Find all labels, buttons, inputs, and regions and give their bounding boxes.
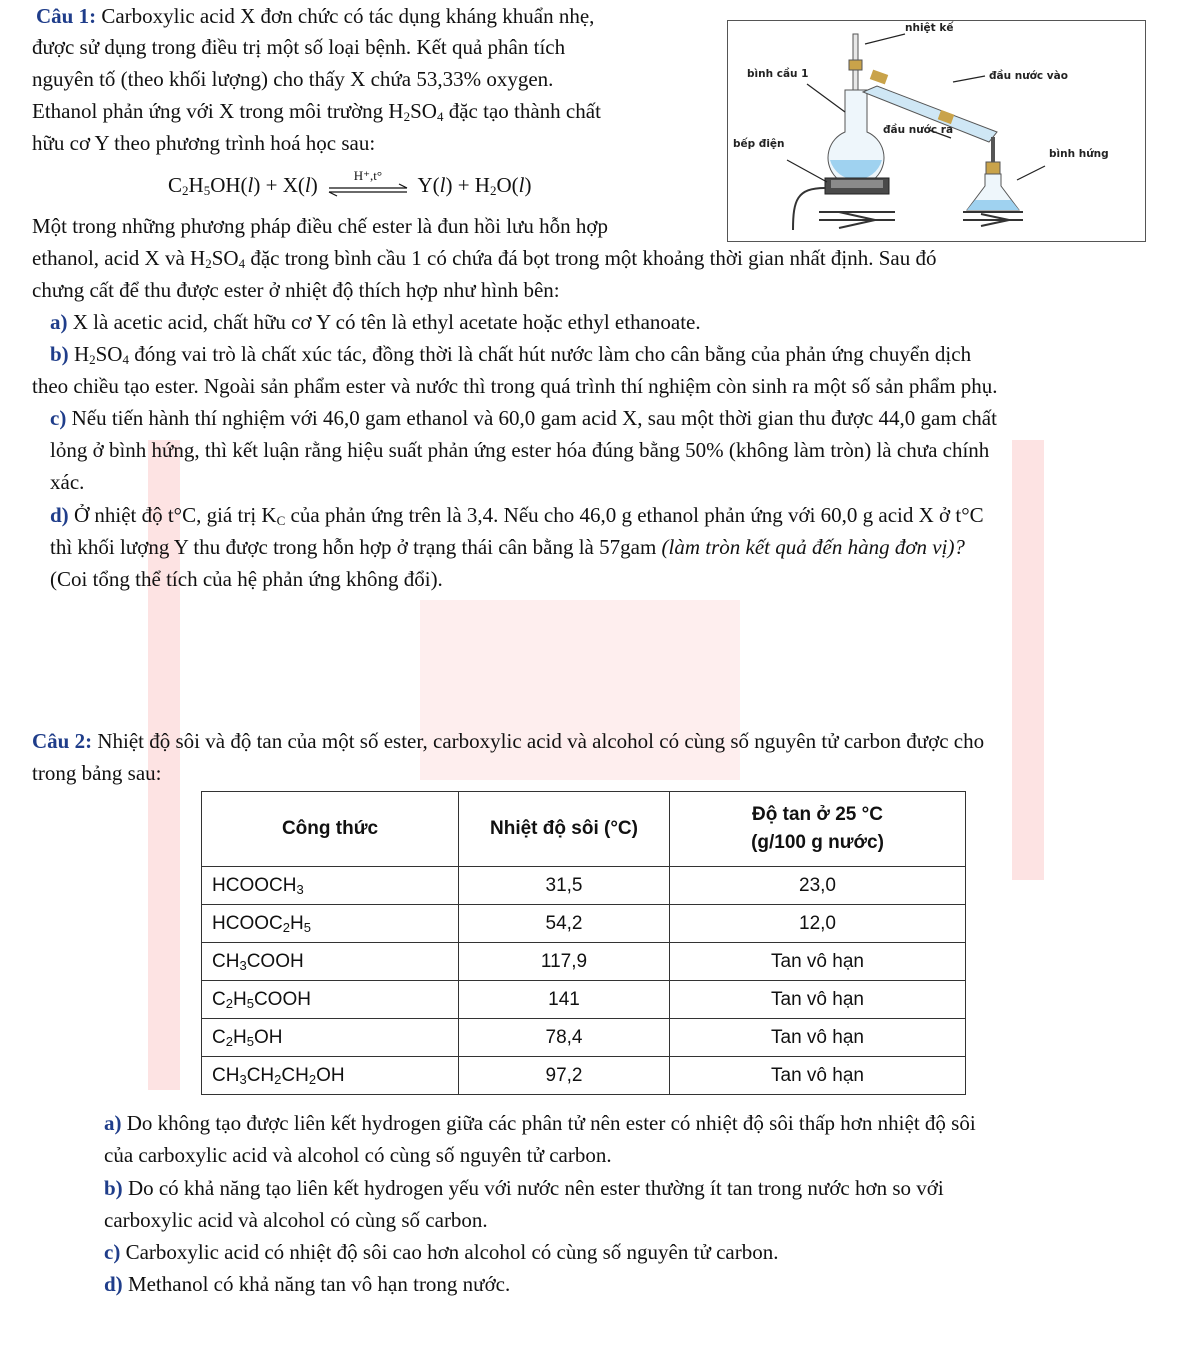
solubility-cell: Tan vô hạn [670, 1019, 966, 1057]
q1-l4c: đặc tạo thành chất [443, 99, 601, 123]
q1-b-h: H [73, 342, 90, 366]
table-row [202, 1057, 966, 1095]
table-header-row [202, 792, 966, 867]
q1-option-c-line3: xác. [50, 470, 85, 494]
f0a: HCOOCH [212, 874, 297, 896]
eq-phase-3: l [439, 173, 446, 197]
q1-c-label: c) [50, 406, 67, 430]
bp-cell: 141 [459, 981, 670, 1019]
f0s: 3 [296, 881, 304, 897]
q2-option-a-line2: của carboxylic acid và alcohol có cùng số nguyên tử carbon. [104, 1143, 612, 1167]
q1-option-d-line2 [50, 534, 965, 560]
q2-line-2: trong bảng sau: [32, 761, 162, 785]
eq-condition: H⁺,t° [353, 168, 383, 184]
header-solubility-line2: (g/100 g nước) [751, 832, 884, 853]
q2-b-text1: Do có khả năng tạo liên kết hydrogen yếu với nước nên ester thường ít tan trong nước hơn so với [127, 1176, 944, 1200]
f3a: C [212, 988, 226, 1010]
formula-cell [202, 981, 459, 1019]
bp-cell: 117,9 [459, 943, 670, 981]
formula-cell [202, 943, 459, 981]
eq-sub-5: 5 [203, 183, 211, 198]
q1-line-4 [32, 98, 601, 124]
q1-line-6: Một trong những phương pháp điều chế ester là đun hồi lưu hỗn hợp [32, 214, 609, 238]
eq-phase-2: l [304, 173, 311, 197]
f3s1: 2 [225, 995, 233, 1011]
q1-a-text: X là acetic acid, chất hữu cơ Y có tên là ethyl acetate hoặc ethyl ethanoate. [72, 310, 701, 334]
q1-number: Câu 1: [36, 4, 97, 28]
f2a: CH [212, 950, 240, 972]
formula-cell [202, 1019, 459, 1057]
q2-number: Câu 2: [32, 729, 93, 753]
equilibrium-arrow-icon [327, 174, 409, 200]
eq-c: C [168, 173, 183, 197]
q2-option-c [104, 1239, 778, 1265]
eq-sub-h2: 2 [489, 183, 497, 198]
q1-b-text1: đóng vai trò là chất xúc tác, đồng thời là chất hút nước làm cho cân bằng của phản ứng chuyển dịch [128, 342, 972, 366]
bp-cell: 78,4 [459, 1019, 670, 1057]
solubility-cell: 23,0 [670, 867, 966, 905]
f3c: COOH [253, 988, 311, 1010]
label-thermometer: nhiệt kế [905, 22, 954, 34]
label-receiver: bình hứng [1049, 148, 1109, 160]
q2-option-a-line1 [104, 1110, 976, 1136]
eq-close-1: ) [310, 173, 318, 197]
q1-b-so: SO [95, 342, 123, 366]
eq-oh: OH( [210, 173, 248, 197]
q1-option-c-line2: lỏng ở bình hứng, thì kết luận rằng hiệu suất phản ứng ester hóa đúng bằng 50% (không làm tròn) là chưa chính [50, 438, 990, 462]
q1-l4-sub1: 2 [403, 109, 411, 124]
q2-b-label: b) [104, 1176, 123, 1200]
f5a: CH [212, 1064, 240, 1086]
eq-y: Y( [417, 173, 440, 197]
q2-option-b-line1 [104, 1175, 944, 1201]
q1-a-label: a) [50, 310, 68, 334]
f5c: CH [281, 1064, 309, 1086]
q1-d-text2b: (làm tròn kết quả đến hàng đơn vị)? [661, 535, 965, 559]
distillation-figure [727, 20, 1147, 242]
reaction-equation [168, 168, 532, 200]
formula-cell [202, 1057, 459, 1095]
table-row [202, 981, 966, 1019]
label-heater: bếp điện [733, 138, 785, 150]
table-row [202, 1019, 966, 1057]
f3s2: 5 [246, 995, 254, 1011]
f4c: OH [253, 1026, 283, 1048]
q1-option-a [50, 309, 701, 335]
equilibrium-arrow [327, 168, 409, 200]
q2-c-label: c) [104, 1240, 121, 1264]
f1s2: 5 [303, 919, 311, 935]
table-row [202, 867, 966, 905]
q1-option-c-line1 [50, 405, 997, 431]
q1-l7-sub2: 4 [238, 256, 246, 271]
eq-phase-4: l [518, 173, 525, 197]
q2-a-text1: Do không tạo được liên kết hydrogen giữa các phân tử nên ester có nhiệt độ sôi thấp hơn nhiệt độ sôi [126, 1111, 976, 1135]
bp-cell: 31,5 [459, 867, 670, 905]
f4s1: 2 [225, 1033, 233, 1049]
eq-o: O( [496, 173, 519, 197]
q1-b-sub1: 2 [89, 352, 96, 367]
q1-l7b: SO [211, 246, 239, 270]
formula-cell [202, 905, 459, 943]
label-water-out: đầu nước ra [883, 124, 954, 136]
q1-l4a: Ethanol phản ứng với X trong môi trường H [32, 99, 404, 123]
q2-option-d [104, 1271, 510, 1297]
eq-h: H [188, 173, 204, 197]
q1-l4-sub2: 4 [436, 109, 444, 124]
q1-line-3: nguyên tố (theo khối lượng) cho thấy X chứa 53,33% oxygen. [32, 67, 554, 91]
f2s: 3 [239, 957, 247, 973]
q1-d-sub: C [276, 513, 286, 528]
label-water-in: đầu nước vào [989, 70, 1068, 82]
q2-c-text: Carboxylic acid có nhiệt độ sôi cao hơn alcohol có cùng số nguyên tử carbon. [125, 1240, 779, 1264]
q1-d-label: d) [50, 503, 69, 527]
table-row [202, 905, 966, 943]
q2-intro1: Nhiệt độ sôi và độ tan của một số ester, carboxylic acid và alcohol có cùng số nguyên tử carbon được cho [97, 729, 985, 753]
q2-line-1 [32, 728, 984, 754]
q1-text-1: Carboxylic acid X đơn chức có tác dụng kháng khuẩn nhẹ, [101, 4, 595, 28]
eq-plus-h: ) + H [445, 173, 490, 197]
q1-line-8: chưng cất để thu được ester ở nhiệt độ thích hợp như hình bên: [32, 278, 560, 302]
header-formula: Công thức [202, 792, 459, 867]
q1-l7c: đặc trong bình cầu 1 có chứa đá bọt trong một khoảng thời gian nhất định. Sau đó [245, 246, 937, 270]
f4a: C [212, 1026, 226, 1048]
f5s1: 3 [239, 1071, 247, 1087]
q1-l7-sub1: 2 [205, 256, 212, 271]
q1-l7a: ethanol, acid X và H [32, 246, 206, 270]
f5s2: 2 [274, 1071, 282, 1087]
q1-l4b: SO [410, 99, 437, 123]
q2-d-label: d) [104, 1272, 123, 1296]
q1-c-text1: Nếu tiến hành thí nghiệm với 46,0 gam ethanol và 60,0 gam acid X, sau một thời gian thu được 44,0 gam chất [71, 406, 997, 430]
q1-d-text1b: của phản ứng trên là 3,4. Nếu cho 46,0 g ethanol phản ứng với 60,0 g acid X ở t°C [285, 503, 984, 527]
q1-line-1 [36, 3, 594, 29]
f2b: COOH [246, 950, 304, 972]
q1-b-label: b) [50, 342, 69, 366]
f5d: OH [316, 1064, 345, 1086]
label-flask: bình cầu 1 [747, 68, 809, 80]
f1b: H [289, 912, 304, 934]
solubility-cell: Tan vô hạn [670, 943, 966, 981]
solubility-cell: 12,0 [670, 905, 966, 943]
q1-b-sub2: 4 [122, 352, 129, 367]
f5s3: 2 [308, 1071, 317, 1087]
bp-cell: 54,2 [459, 905, 670, 943]
bp-cell: 97,2 [459, 1057, 670, 1095]
f1a: HCOOC [212, 912, 283, 934]
properties-table [201, 791, 966, 1095]
table-row [202, 943, 966, 981]
header-solubility [670, 792, 966, 867]
solubility-cell: Tan vô hạn [670, 1057, 966, 1095]
f4s2: 5 [246, 1033, 254, 1049]
watermark-right-bar [1012, 440, 1044, 880]
q1-line-2: được sử dụng trong điều trị một số loại bệnh. Kết quả phân tích [32, 35, 566, 59]
f5b: CH [246, 1064, 275, 1086]
f4b: H [232, 1026, 247, 1048]
q1-option-b-line1 [50, 341, 971, 367]
q1-d-text1: Ở nhiệt độ t°C, giá trị K [73, 503, 277, 527]
f3b: H [232, 988, 247, 1010]
header-solubility-line1: Độ tan ở 25 °C [752, 804, 883, 825]
q1-option-d-line3: (Coi tổng thể tích của hệ phản ứng không đổi). [50, 567, 443, 591]
q2-d-text: Methanol có khả năng tan vô hạn trong nước. [127, 1272, 511, 1296]
eq-phase-1: l [247, 173, 254, 197]
formula-cell [202, 867, 459, 905]
f1s1: 2 [282, 919, 290, 935]
eq-plus-x: ) + X( [253, 173, 305, 197]
q1-line-5: hữu cơ Y theo phương trình hoá học sau: [32, 131, 376, 155]
q1-option-b-line2: theo chiều tạo ester. Ngoài sản phẩm ester và nước thì trong quá trình thí nghiệm còn sinh ra một số sản phẩm phụ. [32, 374, 998, 398]
q2-option-b-line2: carboxylic acid và alcohol có cùng số carbon. [104, 1208, 488, 1232]
eq-sub-2: 2 [182, 183, 189, 198]
solubility-cell: Tan vô hạn [670, 981, 966, 1019]
q2-a-label: a) [104, 1111, 122, 1135]
eq-close-2: ) [524, 173, 532, 197]
header-boiling-point: Nhiệt độ sôi (°C) [459, 792, 670, 867]
q1-line-7 [32, 245, 937, 271]
q1-d-text2a: thì khối lượng Y thu được trong hỗn hợp ở trạng thái cân bằng là 57gam [50, 535, 662, 559]
q1-option-d-line1 [50, 502, 984, 528]
